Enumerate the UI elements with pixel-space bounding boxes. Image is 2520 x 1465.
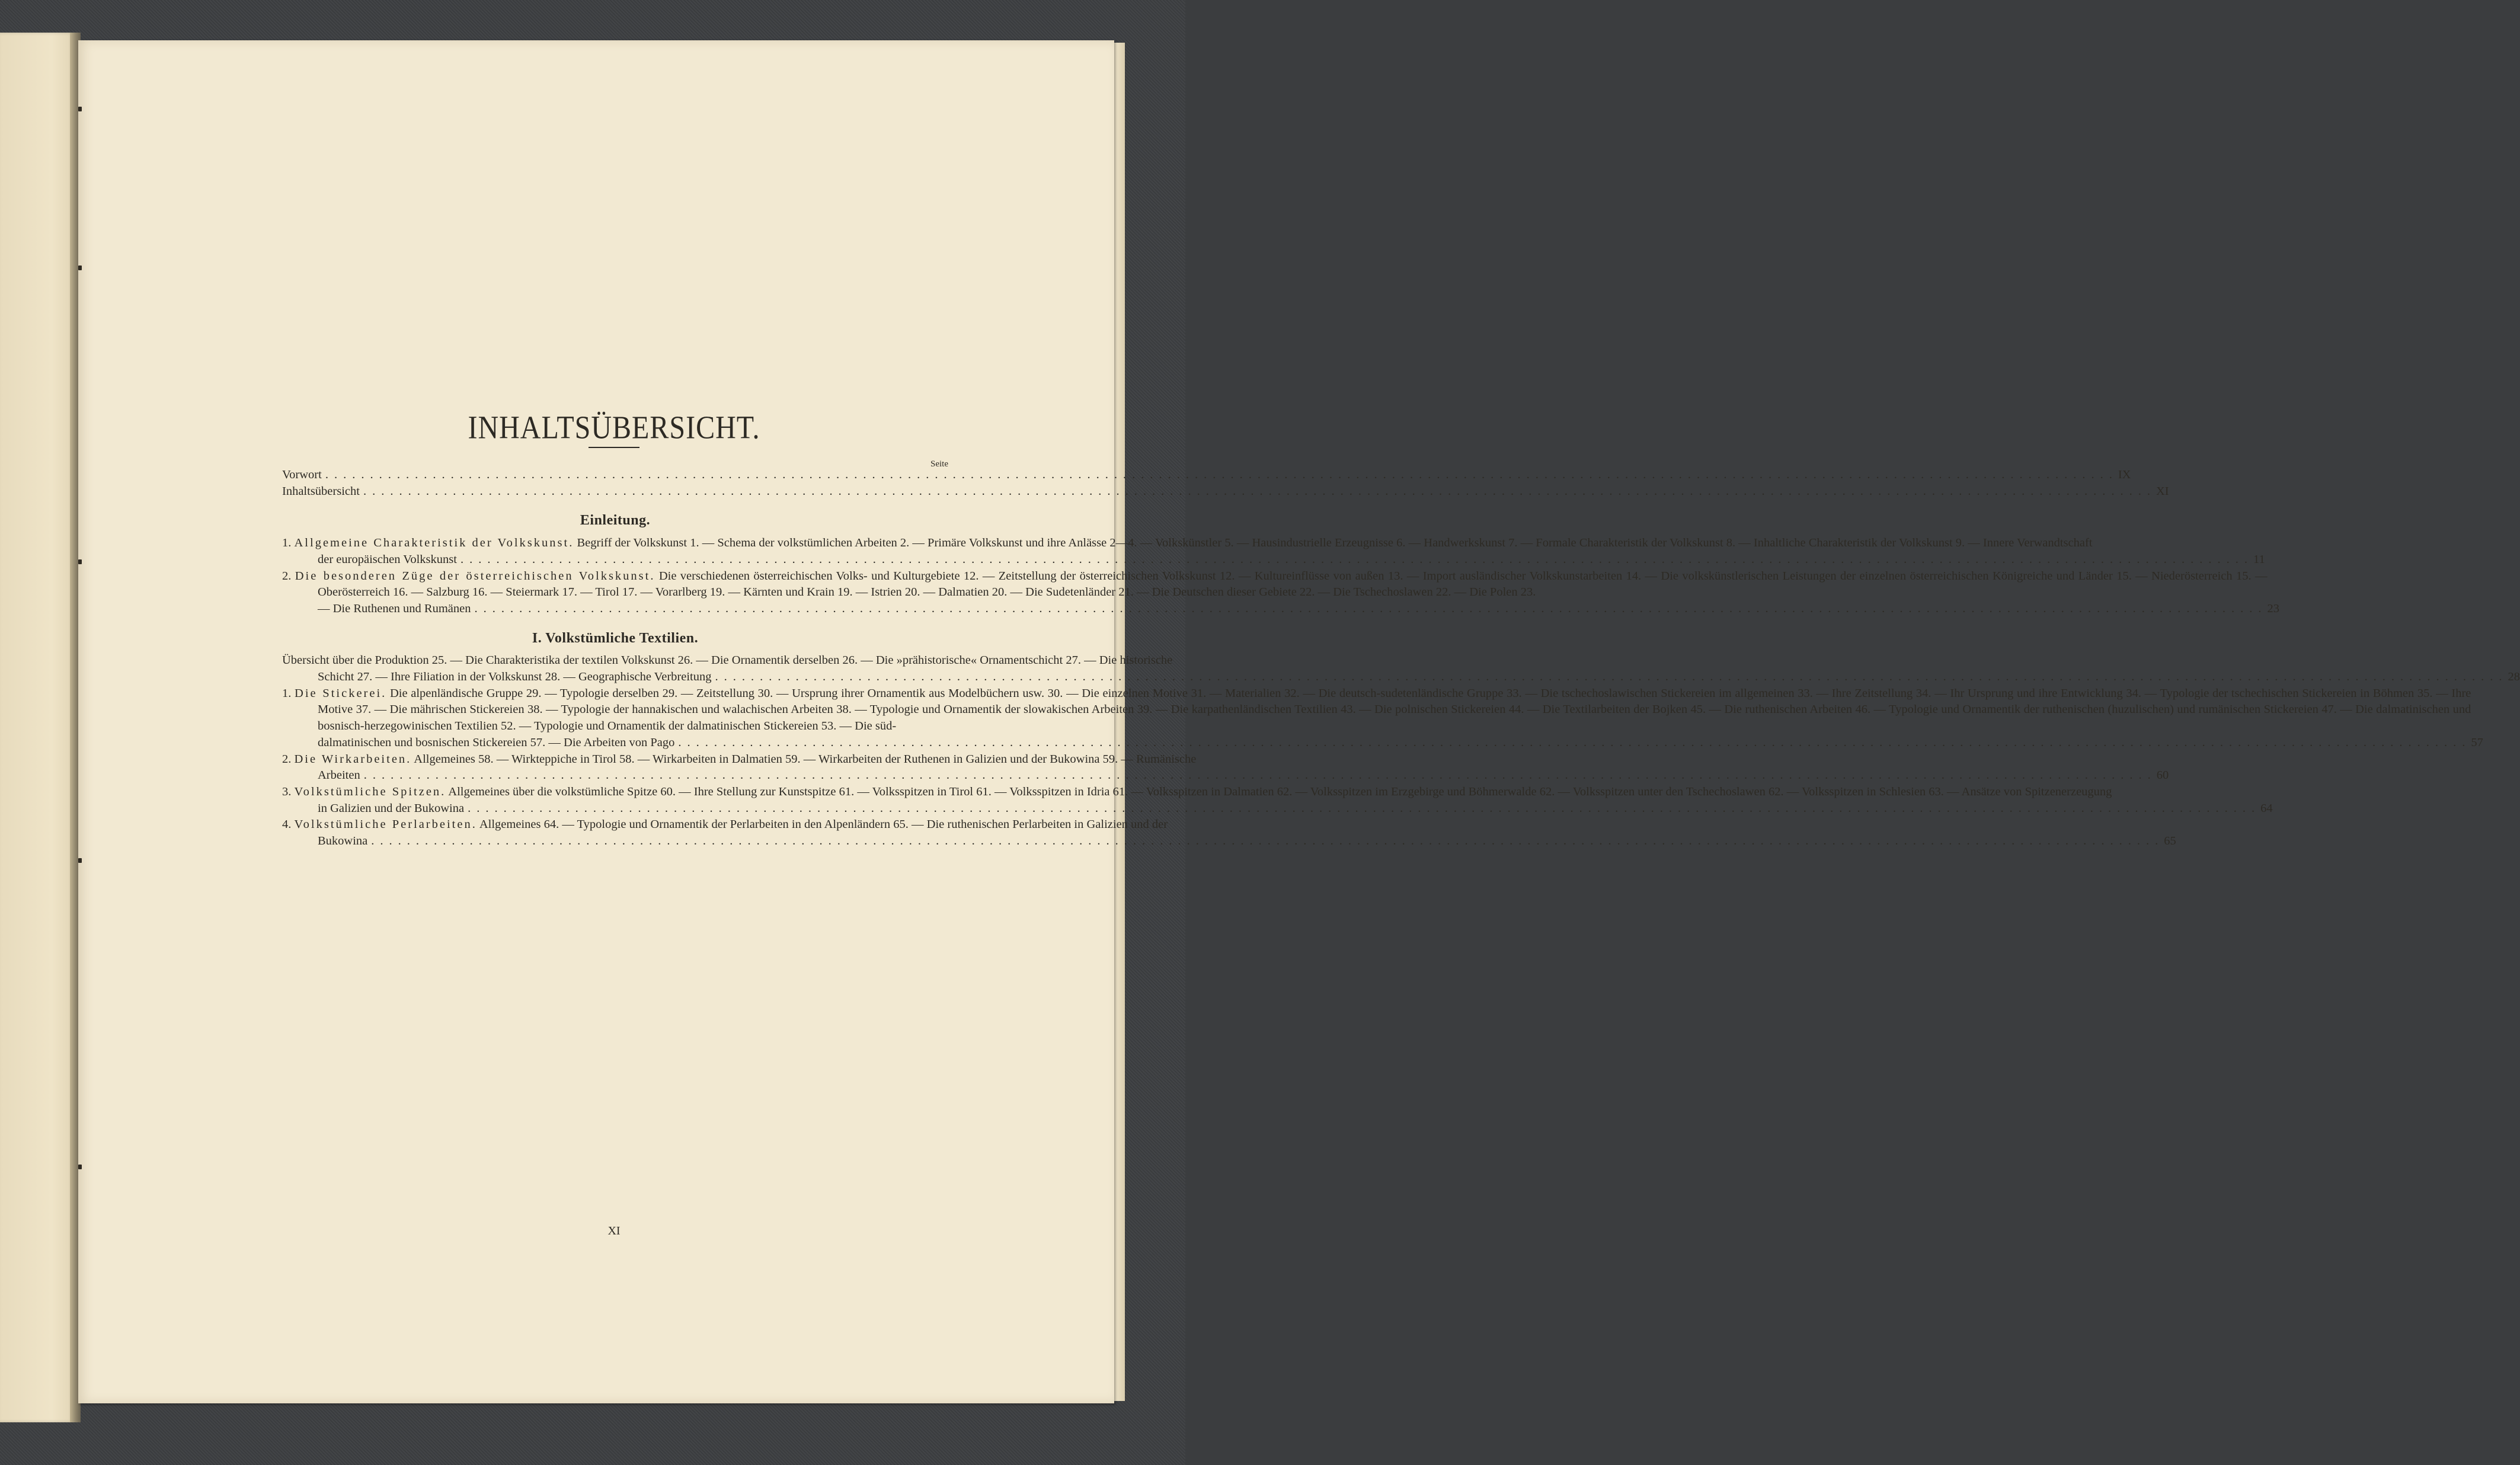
page-number: XI <box>607 1224 621 1237</box>
toc-entry <box>282 751 2169 784</box>
section-heading: Einleitung. <box>580 513 651 529</box>
front-matter-list <box>282 467 2169 500</box>
toc-entry <box>282 568 2279 618</box>
entry-last-wrap <box>282 601 2267 618</box>
entry-heading: Volkstümliche Perlarbeiten. <box>294 818 477 831</box>
entry-number: 4. <box>282 818 292 831</box>
entry-last-line: in Galizien und der Bukowina <box>318 801 465 815</box>
entry-last-line: der europäischen Volkskunst <box>318 552 457 566</box>
toc-entry <box>282 817 2176 849</box>
table-of-contents <box>282 450 2520 850</box>
toc-page-number: XI <box>2156 484 2169 498</box>
entry-number: 1. <box>282 536 292 550</box>
entry-text: Begriff der Volkskunst 1. — Schema der volkstümlichen Arbeiten 2. — Primäre Volkskunst und ihre Anlässe 2—4. — Volkskünstler 5. — Hausindustrielle Erzeugnisse 6. — Handwerkskunst 7. — Formale Charakteristik der Volkskunst 8. — Inhaltliche Charakteristik der Volkskunst 9. — Innere Verwandtschaft <box>574 536 2093 550</box>
margin-mark <box>78 266 82 270</box>
entry-paragraph <box>282 535 2253 552</box>
dot-leader: ........................................................................................................................................................................................................ <box>460 552 2253 566</box>
toc-page-number: IX <box>2118 468 2131 481</box>
entry-number: 2. <box>282 569 292 583</box>
entry-last-line: dalmatinischen und bosnischen Stickereien 57. — Die Arbeiten von Pago <box>318 735 675 749</box>
entry-number: 2. <box>282 752 292 766</box>
leader-line <box>318 552 2253 568</box>
entry-paragraph <box>282 686 2471 735</box>
entry-last-line: — Die Ruthenen und Rumänen <box>318 602 471 615</box>
dot-leader: ........................................................................................................................................................................................................ <box>363 484 2156 498</box>
leader-line <box>318 669 2508 686</box>
toc-page-number: 11 <box>2253 552 2265 566</box>
toc-page-number: 28 <box>2508 670 2520 684</box>
entry-last-wrap <box>282 552 2253 568</box>
entry-heading: Die Stickerei. <box>295 686 387 700</box>
entry-text: Die verschiedenen österreichischen Volks- und Kulturgebiete 12. — Zeitstellung der österreichischen Volkskunst 12. — Kultureinflüsse von außen 13. — Import ausländischer Volkskunstarbeiten 14. — Die volkskünstlerischen Leistungen der einzelnen österreichischen Königreiche und Länder 15. — Niederösterreich 15. — Oberösterreich 16. — Salzburg 16. — Steiermark 17. — Tirol 17. — Vorarlberg 19. — Kärnten und Krain 19. — Istrien 20. — Dalmatien 20. — Die Sudetenländer 21. — Die Deutschen dieser Gebiete 22. — Die Tschechoslawen 22. — Die Polen 23. <box>318 569 2268 599</box>
toc-entry-body <box>282 784 2260 817</box>
toc-row <box>282 467 2131 484</box>
margin-mark <box>78 559 82 564</box>
toc-entry-body <box>282 652 2508 685</box>
left-page-edge <box>0 33 74 1422</box>
page-column-header: Seite <box>930 459 948 469</box>
dot-leader: ........................................................................................................................................................................................................ <box>325 468 2118 481</box>
toc-row-body <box>282 467 2118 484</box>
leader-line <box>318 735 2471 751</box>
toc-entry-body <box>282 568 2267 618</box>
margin-mark <box>78 858 82 863</box>
entry-last-line: Inhaltsübersicht <box>282 484 360 498</box>
toc-entry-body <box>282 817 2164 849</box>
entry-last-line: Bukowina <box>318 834 368 848</box>
entry-paragraph <box>282 652 2508 669</box>
leader-line <box>282 467 2118 484</box>
leader-line <box>318 801 2260 817</box>
toc-entry <box>282 652 2520 685</box>
entry-heading: Die Wirkarbeiten. <box>294 752 412 766</box>
entry-heading: Allgemeine Charakteristik der Volkskunst. <box>294 536 574 550</box>
entry-paragraph <box>282 817 2164 833</box>
dot-leader: ........................................................................................................................................................................................................ <box>715 670 2508 684</box>
page-title: INHALTSÜBERSICHT. <box>468 410 760 446</box>
entry-text: Allgemeines 64. — Typologie und Ornamentik der Perlarbeiten in den Alpenländern 65. — Die ruthenischen Perlarbeiten in Galizien und der <box>477 818 1168 831</box>
entry-last-wrap <box>282 833 2164 850</box>
toc-entry-body <box>282 751 2157 784</box>
entry-heading: Die besonderen Züge der österreichischen Volkskunst. <box>295 569 655 583</box>
entry-paragraph <box>282 751 2157 768</box>
leader-line <box>318 601 2267 618</box>
sections-list <box>282 513 2520 849</box>
toc-row-body <box>282 484 2156 500</box>
toc-page-number: 57 <box>2471 735 2483 749</box>
margin-mark <box>78 1165 82 1169</box>
toc-page-number: 64 <box>2260 801 2273 815</box>
entry-number: 3. <box>282 785 292 798</box>
title-divider <box>589 447 639 448</box>
dot-leader: ........................................................................................................................................................................................................ <box>678 735 2471 749</box>
entry-text: Allgemeines 58. — Wirkteppiche in Tirol 58. — Wirkarbeiten in Dalmatien 59. — Wirkarbeiten der Ruthenen in Galizien und der Bukowina 59. — Rumänische <box>411 752 1197 766</box>
leader-line <box>318 833 2164 850</box>
entry-text: Übersicht über die Produktion 25. — Die Charakteristika der textilen Volkskunst 26. — Die Ornamentik derselben 26. — Die »prähistorische« Ornamentschicht 27. — Die historische <box>282 654 1173 667</box>
section-heading: I. Volkstümliche Textilien. <box>532 630 699 646</box>
entry-last-wrap <box>282 767 2157 784</box>
entry-last-line: Arbeiten <box>318 769 360 782</box>
toc-entry <box>282 686 2483 751</box>
toc-entry <box>282 784 2273 817</box>
toc-entry-body <box>282 535 2253 568</box>
dot-leader: ........................................................................................................................................................................................................ <box>474 602 2268 615</box>
toc-page-number: 60 <box>2156 769 2169 782</box>
dot-leader: ........................................................................................................................................................................................................ <box>371 834 2164 848</box>
toc-row <box>282 484 2169 500</box>
toc-entry-body <box>282 686 2471 751</box>
entry-text: Die alpenländische Gruppe 29. — Typologie derselben 29. — Zeitstellung 30. — Ursprung ihrer Ornamentik aus Modelbüchern usw. 30. — Die einzelnen Motive 31. — Materialien 32. — Die deutsch-sudetenländische Gruppe 33. — Die tschechoslawischen Stickereien im allgemeinen 33. — Ihre Zeitstellung 34. — Ihr Ursprung und ihre Entwicklung 34. — Typologie der tschechischen Stickereien in Böhmen 35. — Ihre Motive 37. — Die mährischen Stickereien 38. — Typologie der hannakischen und walachischen Arbeiten 38. — Typologie und Ornamentik der slowakischen Arbeiten 39. — Die karpathenländischen Textilien 43. — Die polnischen Stickereien 44. — Die Textilarbeiten der Bojken 45. — Die ruthenischen Arbeiten 46. — Typologie und Ornamentik der ruthenischen (huzulischen) und rumänischen Stickereien 47. — Die dalmatinischen und bosnisch-herzegowinischen Textilien 52. — Typologie und Ornamentik der dalmatinischen Stickereien 53. — Die süd- <box>318 686 2471 733</box>
entry-last-line: Schicht 27. — Ihre Filiation in der Volkskunst 28. — Geographische Verbreitung <box>318 670 712 684</box>
dot-leader: ........................................................................................................................................................................................................ <box>363 769 2157 782</box>
entry-heading: Volkstümliche Spitzen. <box>294 785 446 798</box>
dot-leader: ........................................................................................................................................................................................................ <box>468 801 2261 815</box>
entry-last-wrap <box>282 735 2471 751</box>
entry-last-line: Vorwort <box>282 468 322 481</box>
leader-line <box>318 767 2157 784</box>
entry-paragraph <box>282 784 2260 801</box>
entry-last-wrap <box>282 669 2508 686</box>
entry-last-wrap <box>282 801 2260 817</box>
leader-line <box>282 484 2156 500</box>
entry-number: 1. <box>282 686 292 700</box>
toc-entry <box>282 535 2265 568</box>
entry-paragraph <box>282 568 2267 601</box>
toc-page-number: 23 <box>2267 602 2279 615</box>
margin-mark <box>78 107 82 111</box>
entry-text: Allgemeines über die volkstümliche Spitze 60. — Ihre Stellung zur Kunstspitze 61. — Volksspitzen in Tirol 61. — Volksspitzen in Idria 61. — Volksspitzen in Dalmatien 62. — Volksspitzen im Erzgebirge und Böhmerwalde 62. — Volksspitzen unter den Tschechoslawen 62. — Volksspitzen in Schlesien 63. — Ansätze von Spitzenerzeugung <box>446 785 2112 798</box>
toc-page-number: 65 <box>2164 834 2176 848</box>
